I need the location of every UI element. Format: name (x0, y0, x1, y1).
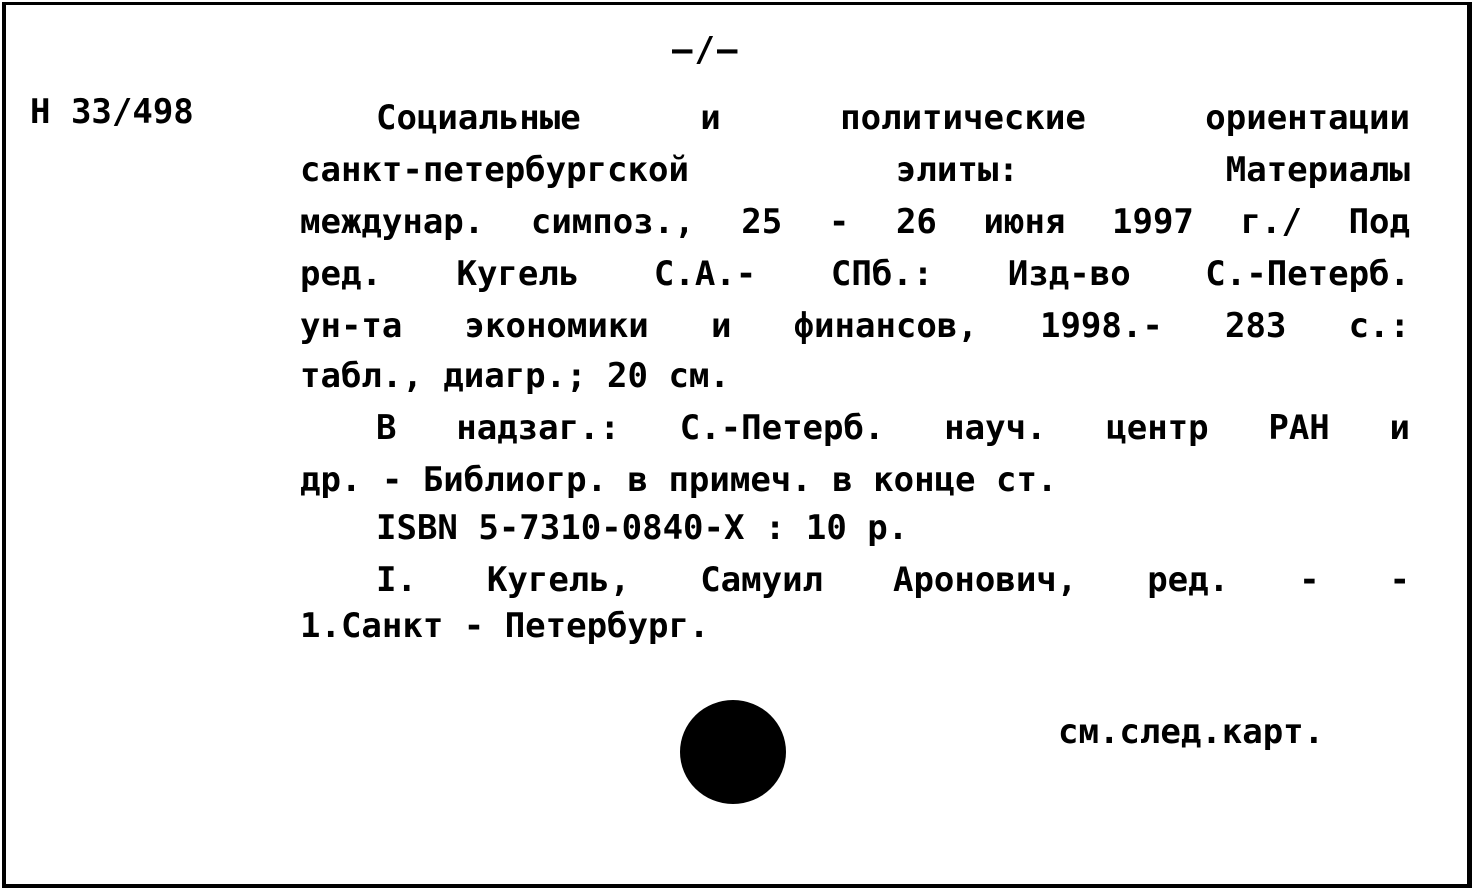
punch-hole (680, 700, 786, 804)
description-line: междунар. симпоз., 25 - 26 июня 1997 г./ Под (300, 202, 1410, 242)
call-number: Н 33/498 (30, 92, 194, 132)
description-line: ун-та экономики и финансов, 1998.- 283 с.: (300, 306, 1410, 346)
description-line: ред. Кугель С.А.- СПб.: Изд-во С.-Петерб. (300, 254, 1410, 294)
description-line: табл., диагр.; 20 см. (300, 356, 730, 396)
page-number: —/— (672, 30, 740, 70)
note-line: В надзаг.: С.-Петерб. науч. центр РАН и (376, 408, 1410, 448)
note-line: др. - Библиогр. в примеч. в конце ст. (300, 460, 1058, 500)
description-line: санкт-петербургской элиты: Материалы (300, 150, 1410, 190)
isbn-line: ISBN 5-7310-0840-X : 10 р. (376, 508, 909, 548)
tracing-line: I. Кугель, Самуил Аронович, ред. - - (376, 560, 1410, 600)
description-line: Социальные и политические ориентации (376, 98, 1410, 138)
continuation-note: см.след.карт. (1058, 712, 1325, 752)
tracing-line: 1.Санкт - Петербург. (300, 606, 710, 646)
